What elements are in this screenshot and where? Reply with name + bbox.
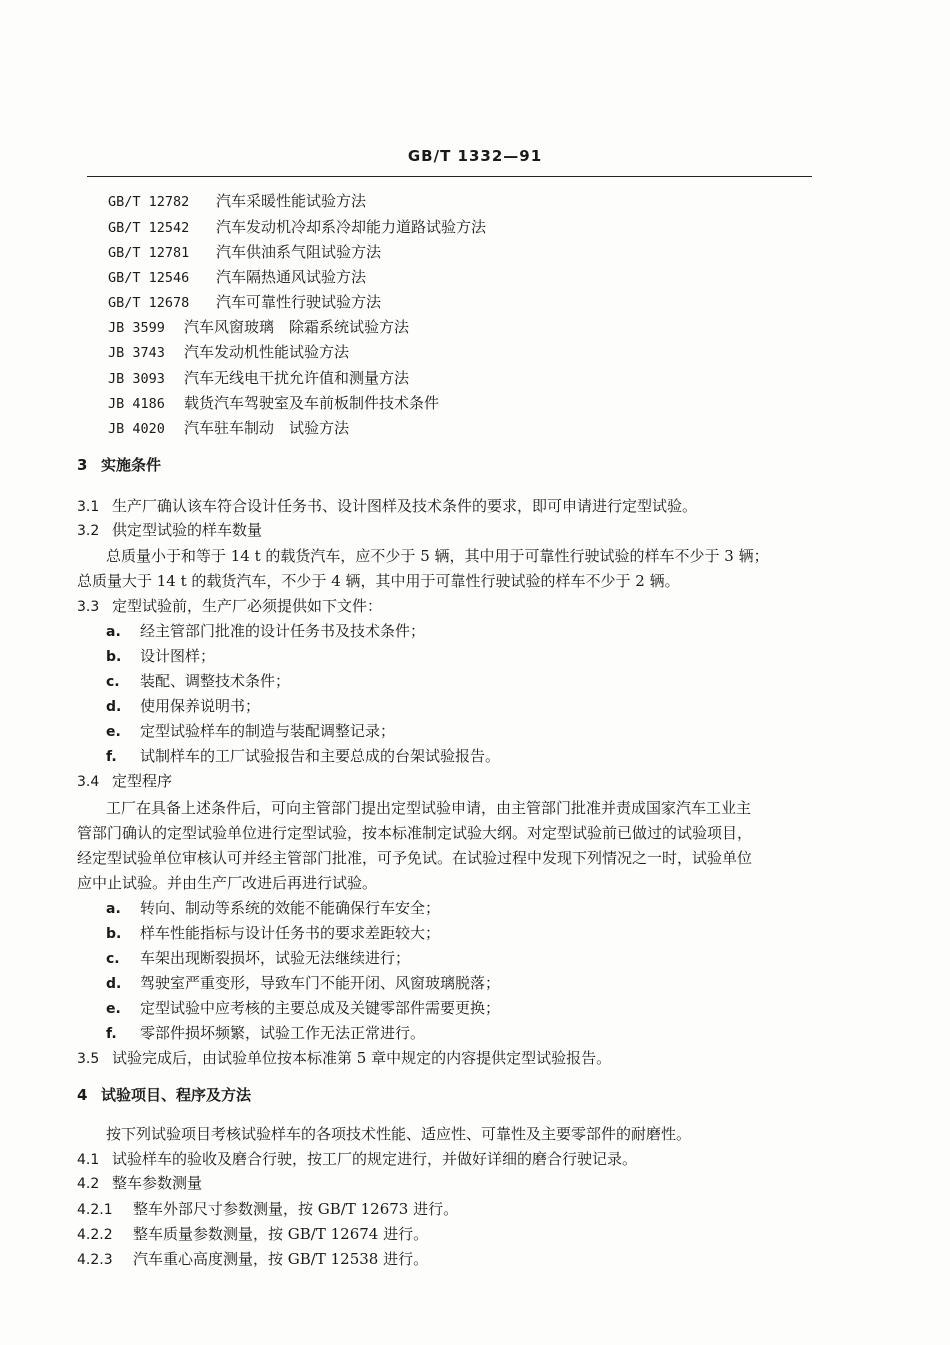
list-item (106, 1023, 425, 1044)
ref-item (108, 418, 349, 439)
list-item (106, 671, 290, 692)
subclause-text: 整车外部尺寸参数测量，按 GB/T 12673 进行。 (133, 1200, 459, 1218)
paragraph-line: 总质量小于和等于 14 t 的载货汽车，应不少于 5 辆，其中用于可靠性行驶试验的样车不少于 3 辆； (106, 547, 769, 565)
ref-item (108, 342, 349, 363)
list-label: d. (106, 976, 122, 992)
section-title: 试验项目、程序及方法 (101, 1086, 252, 1104)
clause-title: 定型程序 (112, 772, 173, 790)
clause-title: 定型试验前，生产厂必须提供如下文件： (112, 597, 383, 615)
list-label: b. (106, 649, 122, 665)
list-label: f. (106, 1026, 117, 1042)
list-text: 经主管部门批准的设计任务书及技术条件； (140, 622, 426, 640)
list-label: a. (106, 624, 121, 640)
clause-number: 3.5 (77, 1051, 100, 1067)
ref-item (108, 217, 486, 238)
clause-number: 4.2 (77, 1176, 100, 1192)
ref-title: 汽车驻车制动 试验方法 (184, 419, 350, 437)
subclause-number: 4.2.2 (77, 1227, 113, 1243)
ref-title: 汽车采暖性能试验方法 (216, 192, 367, 210)
ref-item (108, 267, 366, 288)
paragraph-line: 管部门确认的定型试验单位进行定型试验，按本标准制定试验大纲。对定型试验前已做过的试验项目， (77, 824, 753, 842)
list-label: e. (106, 1001, 121, 1017)
subclause (77, 1224, 428, 1245)
ref-code: GB/T 12542 (108, 220, 190, 236)
list-item (106, 746, 500, 767)
ref-title: 汽车隔热通风试验方法 (216, 268, 367, 286)
list-text: 定型试验样车的制造与装配调整记录； (140, 722, 396, 740)
ref-item (108, 368, 409, 389)
ref-title: 汽车发动机性能试验方法 (184, 343, 350, 361)
ref-item (108, 242, 381, 263)
subclause-text: 汽车重心高度测量，按 GB/T 12538 进行。 (133, 1250, 429, 1268)
list-text: 转向、制动等系统的效能不能确保行车安全； (140, 899, 441, 917)
clause-3-4 (77, 771, 172, 792)
clause-number: 4.1 (77, 1152, 100, 1168)
list-text: 驾驶室严重变形，导致车门不能开闭、风窗玻璃脱落； (140, 974, 501, 992)
ref-code: JB 3599 (108, 320, 165, 336)
section-title: 实施条件 (101, 456, 162, 474)
ref-item (108, 191, 366, 212)
section-number: 3 (77, 456, 88, 474)
subclause-number: 4.2.1 (77, 1202, 113, 1218)
clause-text: 试验样车的验收及磨合行驶，按工厂的规定进行，并做好详细的磨合行驶记录。 (112, 1150, 638, 1168)
list-label: c. (106, 951, 120, 967)
list-text: 样车性能指标与设计任务书的要求差距较大； (140, 924, 441, 942)
ref-code: GB/T 12781 (108, 245, 190, 261)
list-label: c. (106, 674, 120, 690)
list-text: 使用保养说明书； (140, 697, 261, 715)
list-label: f. (106, 749, 117, 765)
ref-item (108, 292, 381, 313)
list-item (106, 923, 440, 944)
ref-code: JB 3743 (108, 345, 165, 361)
paragraph-line: 总质量大于 14 t 的载货汽车，不少于 4 辆，其中用于可靠性行驶试验的样车不少于 2 辆。 (77, 572, 680, 590)
page-header-title: GB/T 1332—91 (407, 147, 543, 165)
list-item (106, 898, 440, 919)
list-text: 定型试验中应考核的主要总成及关键零部件需要更换； (140, 999, 501, 1017)
list-item (106, 973, 500, 994)
list-label: b. (106, 926, 122, 942)
clause-text: 生产厂确认该车符合设计任务书、设计图样及技术条件的要求，即可申请进行定型试验。 (112, 497, 698, 515)
clause-text: 试验完成后，由试验单位按本标准第 5 章中规定的内容提供定型试验报告。 (112, 1049, 612, 1067)
clause-3-2 (77, 520, 262, 541)
clause-3-1 (77, 496, 697, 517)
clause-4-2 (77, 1173, 202, 1194)
ref-item (108, 317, 409, 338)
ref-title: 汽车可靠性行驶试验方法 (216, 293, 382, 311)
clause-number: 3.4 (77, 774, 100, 790)
list-label: e. (106, 724, 121, 740)
list-item (106, 721, 395, 742)
list-text: 装配、调整技术条件； (140, 672, 291, 690)
list-text: 设计图样； (140, 647, 216, 665)
clause-title: 整车参数测量 (112, 1174, 203, 1192)
list-label: a. (106, 901, 121, 917)
ref-title: 汽车供油系气阻试验方法 (216, 243, 382, 261)
paragraph-line: 工厂在具备上述条件后，可向主管部门提出定型试验申请，由主管部门批准并责成国家汽车工业主 (106, 799, 752, 817)
paragraph-line: 应中止试验。并由生产厂改进后再进行试验。 (77, 874, 378, 892)
clause-number: 3.1 (77, 499, 100, 515)
ref-code: JB 4186 (108, 396, 165, 412)
subclause (77, 1249, 428, 1270)
list-text: 试制样车的工厂试验报告和主要总成的台架试验报告。 (140, 747, 501, 765)
clause-3-3 (77, 596, 382, 617)
clause-4-1 (77, 1149, 637, 1170)
clause-number: 3.3 (77, 599, 100, 615)
paragraph-line: 按下列试验项目考核试验样车的各项技术性能、适应性、可靠性及主要零部件的耐磨性。 (106, 1125, 692, 1143)
clause-3-5 (77, 1048, 611, 1069)
list-item (106, 998, 500, 1019)
list-label: d. (106, 699, 122, 715)
list-text: 零部件损坏频繁，试验工作无法正常进行。 (140, 1024, 426, 1042)
clause-title: 供定型试验的样车数量 (112, 521, 263, 539)
list-text: 车架出现断裂损坏，试验无法继续进行； (140, 949, 411, 967)
ref-code: GB/T 12678 (108, 295, 190, 311)
list-item (106, 948, 410, 969)
paragraph-line: 经定型试验单位审核认可并经主管部门批准，可予免试。在试验过程中发现下列情况之一时，试验单位 (77, 849, 753, 867)
ref-item (108, 393, 439, 414)
list-item (106, 621, 425, 642)
subclause-number: 4.2.3 (77, 1252, 113, 1268)
ref-code: JB 4020 (108, 421, 165, 437)
ref-code: JB 3093 (108, 371, 165, 387)
section-number: 4 (77, 1086, 88, 1104)
subclause-text: 整车质量参数测量，按 GB/T 12674 进行。 (133, 1225, 429, 1243)
ref-code: GB/T 12546 (108, 270, 190, 286)
ref-title: 载货汽车驾驶室及车前板制件技术条件 (184, 394, 440, 412)
list-item (106, 646, 215, 667)
section-heading-4 (77, 1085, 251, 1105)
ref-title: 汽车风窗玻璃 除霜系统试验方法 (184, 318, 410, 336)
list-item (106, 696, 260, 717)
ref-title: 汽车无线电干扰允许值和测量方法 (184, 369, 410, 387)
ref-title: 汽车发动机冷却系冷却能力道路试验方法 (216, 218, 487, 236)
clause-number: 3.2 (77, 523, 100, 539)
header-divider (87, 176, 812, 177)
ref-code: GB/T 12782 (108, 194, 190, 210)
subclause (77, 1199, 458, 1220)
section-heading-3 (77, 455, 161, 475)
